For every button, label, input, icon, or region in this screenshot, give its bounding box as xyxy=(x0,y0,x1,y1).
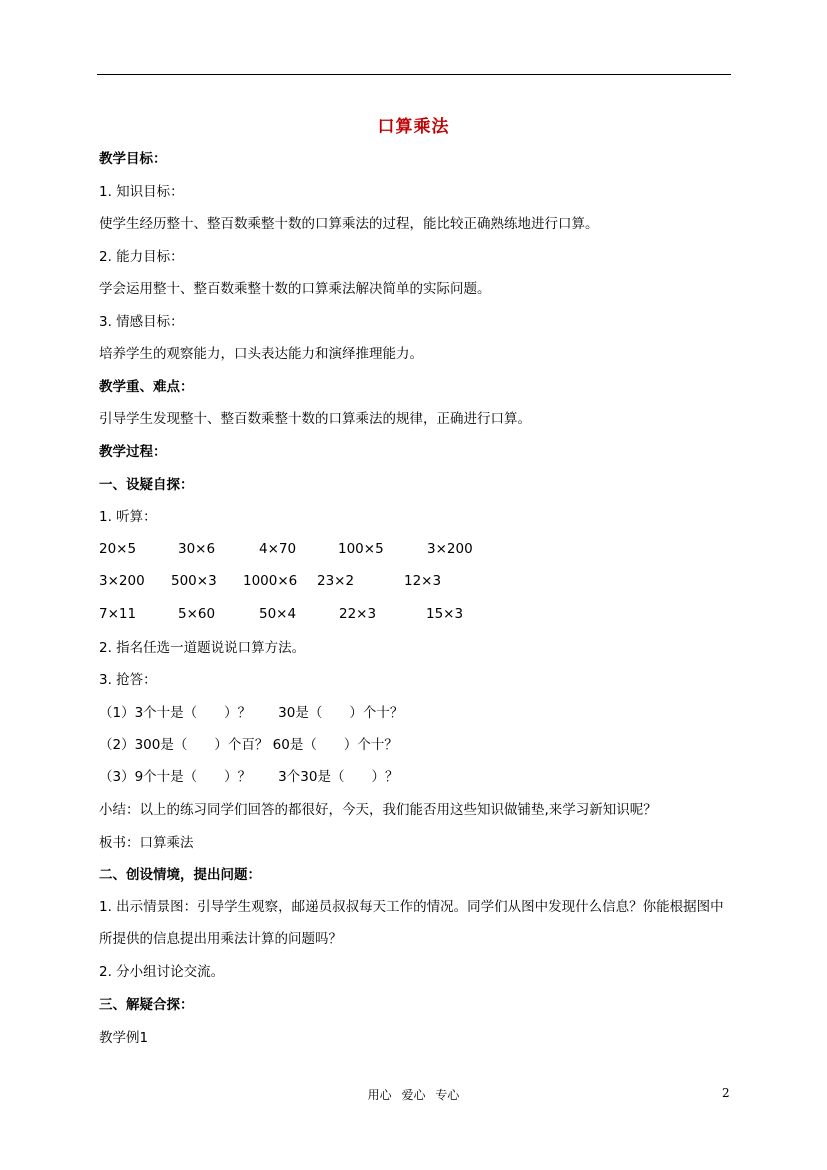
group-discussion: 2. 分小组讨论交流。 xyxy=(99,964,225,980)
emotion-objective-text: 培养学生的观察能力，口头表达能力和演绎推理能力。 xyxy=(99,346,423,362)
calc-item: 100×5 xyxy=(338,541,384,557)
example-label: 教学例1 xyxy=(99,1030,149,1046)
scene-paragraph: 1. 出示情景图：引导学生观察，邮递员叔叔每天工作的情况。同学们从图中发现什么信息？你能根据图中所提供的信息提出用乘法计算的问题吗？ xyxy=(99,899,724,947)
question-3: （3）9个十是（ ）？ 3个30是（ ）？ xyxy=(99,769,399,785)
calc-item: 20×5 xyxy=(99,541,137,557)
section1-heading: 一、设疑自探： xyxy=(99,477,194,493)
knowledge-objective-text: 使学生经历整十、整百数乘整十数的口算乘法的过程，能比较正确熟练地进行口算。 xyxy=(99,216,599,232)
calc-item: 23×2 xyxy=(317,573,355,589)
summary-text: 小结：以上的练习同学们回答的都很好，今天，我们能否用这些知识做铺垫,来学习新知识呢？ xyxy=(99,802,657,818)
calc-item: 12×3 xyxy=(404,573,442,589)
calc-row-3 xyxy=(99,606,739,624)
calc-item: 1000×6 xyxy=(243,573,298,589)
process-heading: 教学过程： xyxy=(99,444,167,460)
quick-answer-label: 3. 抢答： xyxy=(99,672,157,688)
calc-item: 7×11 xyxy=(99,606,137,622)
section2-heading: 二、创设情境，提出问题： xyxy=(99,867,261,883)
emotion-objective-label: 3. 情感目标： xyxy=(99,314,184,330)
objectives-heading: 教学目标： xyxy=(99,151,167,167)
calc-item: 3×200 xyxy=(427,541,473,557)
question-1: （1）3个十是（ ）？ 30是（ ）个十？ xyxy=(99,705,404,721)
keypoints-text: 引导学生发现整十、整百数乘整十数的口算乘法的规律，正确进行口算。 xyxy=(99,411,531,427)
keypoints-heading: 教学重、难点： xyxy=(99,379,194,395)
calc-item: 500×3 xyxy=(171,573,217,589)
calc-row-2 xyxy=(99,573,739,591)
calc-item: 4×70 xyxy=(259,541,297,557)
calc-item: 50×4 xyxy=(259,606,297,622)
document-title: 口算乘法 xyxy=(377,117,450,137)
section3-heading: 三、解疑合探： xyxy=(99,997,194,1013)
header-rule xyxy=(97,74,731,75)
knowledge-objective-label: 1. 知识目标： xyxy=(99,184,184,200)
footer-motto: 用心 爱心 专心 xyxy=(367,1088,460,1102)
calc-item: 30×6 xyxy=(178,541,216,557)
board-text: 板书：口算乘法 xyxy=(99,835,194,851)
calc-item: 15×3 xyxy=(426,606,464,622)
listen-calc-label: 1. 听算： xyxy=(99,509,157,525)
ability-objective-text: 学会运用整十、整百数乘整十数的口算乘法解决简单的实际问题。 xyxy=(99,281,491,297)
question-2: （2）300是（ ）个百？ 60是（ ）个十？ xyxy=(99,737,398,753)
calc-item: 22×3 xyxy=(339,606,377,622)
calc-item: 5×60 xyxy=(178,606,216,622)
calc-item: 3×200 xyxy=(99,573,145,589)
ability-objective-label: 2. 能力目标： xyxy=(99,249,184,265)
calc-row-1 xyxy=(99,541,739,559)
page-number: 2 xyxy=(722,1086,730,1100)
method-prompt: 2. 指名任选一道题说说口算方法。 xyxy=(99,640,306,656)
